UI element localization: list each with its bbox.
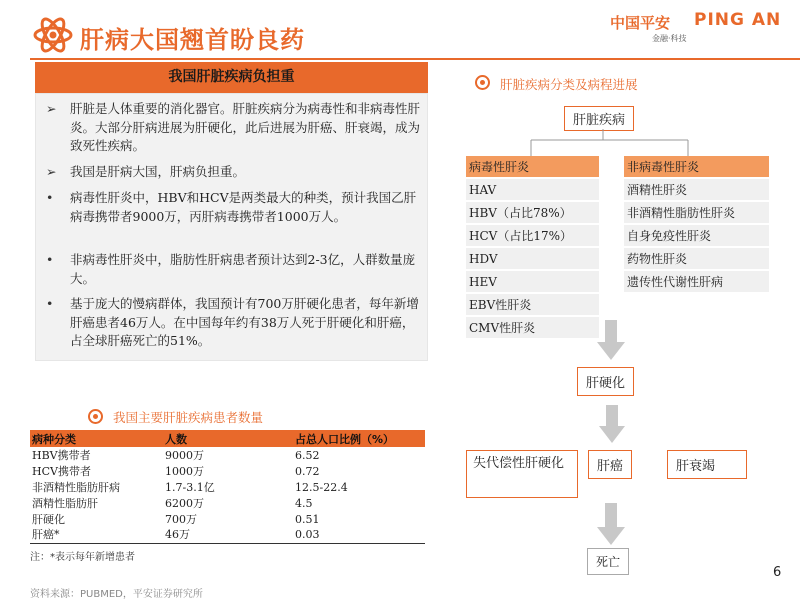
table-cell: 9000万 (165, 448, 204, 462)
list-item: HAV (466, 179, 599, 202)
list-item: HBV（占比78%） (466, 202, 599, 225)
table-cell: 46万 (163, 527, 293, 543)
dot-bullet-icon: • (46, 190, 54, 205)
table-cell: 700万 (165, 512, 197, 526)
table-cell: HCV携带者 (32, 464, 91, 478)
table-cell: 肝癌* (30, 527, 163, 543)
down-arrow-icon (599, 405, 625, 443)
table-footnote: 注：*表示每年新增患者 (30, 552, 135, 563)
list-item: 自身免疫性肝炎 (624, 225, 769, 248)
bullet-item (46, 163, 426, 182)
list-item: 遗传性代谢性肝病 (624, 271, 769, 294)
table-header: 占总人口比例（%） (293, 430, 425, 447)
bullet-text: 非病毒性肝炎中，脂肪性肝病患者预计达到2-3亿，人群数量庞大。 (70, 252, 416, 286)
node-liver-cancer: 肝癌 (588, 450, 632, 479)
table-cell: 12.5-22.4 (295, 480, 348, 494)
table-row (30, 463, 425, 479)
table-header: 人数 (163, 430, 293, 447)
nonviral-hepatitis-head: 非病毒性肝炎 (624, 156, 769, 179)
list-item: 酒精性肝炎 (624, 179, 769, 202)
table-row (30, 495, 425, 511)
node-liver-failure: 肝衰竭 (667, 450, 747, 479)
table-cell: 4.5 (295, 496, 313, 510)
brand-tagline: 金融·科技 (652, 34, 687, 43)
nonviral-hepatitis-list (624, 156, 769, 294)
viral-hepatitis-head: 病毒性肝炎 (466, 156, 599, 179)
node-death: 死亡 (587, 548, 629, 575)
arrow-bullet-icon: ➢ (46, 164, 57, 179)
table-cell: 0.51 (295, 512, 320, 526)
table-cell: HBV携带者 (32, 448, 91, 462)
atom-logo-icon (32, 14, 74, 56)
tree-connector-lines (460, 128, 780, 158)
table-cell: 0.72 (295, 464, 320, 478)
list-item: HDV (466, 248, 599, 271)
list-item: HEV (466, 271, 599, 294)
classification-title: 肝脏疾病分类及病程进展 (500, 77, 638, 92)
page-number: 6 (773, 565, 782, 580)
table-row (30, 447, 425, 463)
burden-box-title: 我国肝脏疾病负担重 (35, 62, 428, 93)
table-cell: 酒精性脂肪肝 (32, 496, 98, 510)
header-divider (30, 58, 800, 60)
table-row (30, 511, 425, 527)
bullet-text: 我国是肝病大国，肝病负担重。 (70, 164, 246, 179)
node-liver-disease: 肝脏疾病 (564, 106, 634, 131)
node-cirrhosis: 肝硬化 (577, 367, 634, 396)
bullet-item (46, 189, 426, 226)
source-note: 资料来源：PUBMED，平安证券研究所 (30, 589, 203, 600)
table-header: 病种分类 (30, 430, 163, 447)
table-cell: 肝硬化 (32, 512, 65, 526)
list-item: EBV性肝炎 (466, 294, 599, 317)
patients-table (30, 430, 425, 544)
bullet-item (46, 100, 426, 156)
list-item: 非酒精性脂肪性肝炎 (624, 202, 769, 225)
table-row (30, 479, 425, 495)
list-item: HCV（占比17%） (466, 225, 599, 248)
dot-bullet-icon: • (46, 296, 54, 311)
table-cell: 1000万 (165, 464, 204, 478)
table-cell: 6.52 (295, 448, 320, 462)
bullet-text: 基于庞大的慢病群体，我国预计有700万肝硬化患者，每年新增肝癌患者46万人。在中国每年约有38万人死于肝硬化和肝癌，占全球肝癌死亡的51%。 (70, 296, 419, 348)
dot-bullet-icon: • (46, 252, 54, 267)
brand-logo-cn: 中国平安 (610, 14, 671, 32)
brand-logo-en: PING AN (694, 10, 782, 30)
page-title: 肝病大国翘首盼良药 (80, 25, 305, 54)
section-bullet-icon (88, 409, 103, 424)
down-arrow-icon (597, 320, 625, 360)
down-arrow-icon (597, 503, 625, 545)
bullet-text: 肝脏是人体重要的消化器官。肝脏疾病分为病毒性和非病毒性肝炎。大部分肝病进展为肝硬化，此后进展为肝癌、肝衰竭，成为致死性疾病。 (70, 101, 421, 153)
table-cell: 6200万 (165, 496, 204, 510)
bullet-item (46, 251, 426, 288)
viral-hepatitis-list (466, 156, 599, 340)
arrow-bullet-icon: ➢ (46, 101, 57, 116)
table-cell: 1.7-3.1亿 (165, 480, 215, 494)
section-bullet-icon (475, 75, 490, 90)
bullet-text: 病毒性肝炎中，HBV和HCV是两类最大的种类，预计我国乙肝病毒携带者9000万，丙肝病毒携带者1000万人。 (70, 190, 417, 224)
table-cell: 0.03 (293, 527, 425, 543)
patients-title: 我国主要肝脏疾病患者数量 (113, 410, 264, 425)
list-item: 药物性肝炎 (624, 248, 769, 271)
list-item: CMV性肝炎 (466, 317, 599, 340)
bullet-item (46, 295, 426, 351)
node-decompensated-cirrhosis: 失代偿性肝硬化 (466, 450, 578, 498)
table-cell: 非酒精性脂肪肝病 (32, 480, 120, 494)
table-row (30, 527, 425, 543)
